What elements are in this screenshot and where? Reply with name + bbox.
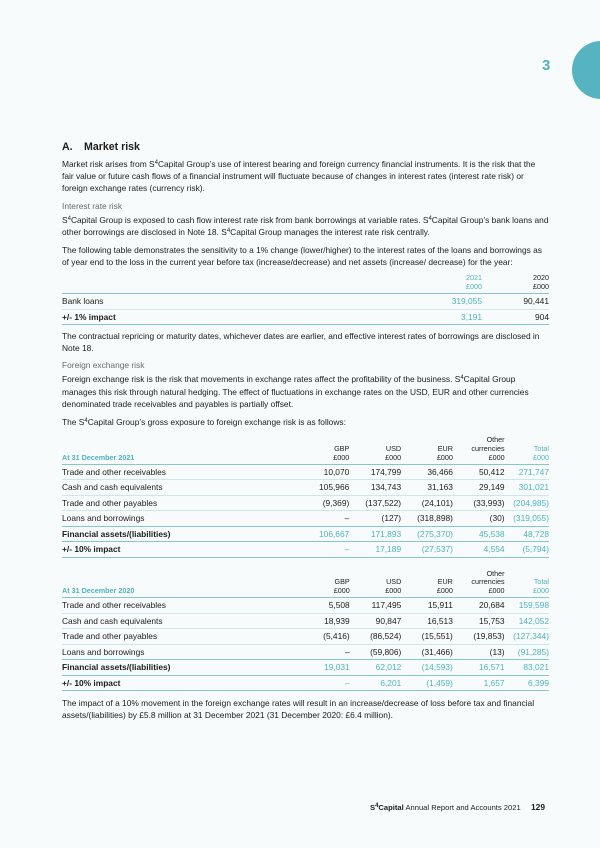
text: S <box>62 214 68 225</box>
text: Capital Group is exposed to cash flow interest rate risk from bank borrowings at variable rates. S <box>70 214 429 225</box>
text: Capital Group’s gross exposure to foreign exchange risk is as follows: <box>87 417 346 428</box>
heading-title: Market risk <box>84 141 140 153</box>
value-gbp: (9,369) <box>264 495 349 511</box>
fx-risk-para-2 <box>62 416 549 428</box>
table-row <box>62 644 549 660</box>
value-total: 6,399 <box>505 675 549 691</box>
value-2020: 90,441 <box>482 294 549 310</box>
col-total-header <box>505 570 549 598</box>
value-other: (33,993) <box>453 495 505 511</box>
row-label: Trade and other receivables <box>62 464 264 480</box>
text: Market risk arises from S <box>62 159 155 169</box>
interest-rate-para-2: The following table demonstrates the sensitivity to a 1% change (lower/higher) to the interest rates of the loans and borrowings as of year end to the loss in the current year before tax (increase/decrease) and net assets (increase/ decrease) for the year: <box>62 245 542 268</box>
value-total: 48,728 <box>505 526 549 542</box>
text: Capital Group manages the interest rate risk centrally. <box>230 226 430 237</box>
value-gbp: 10,070 <box>264 464 349 480</box>
row-label: Cash and cash equivalents <box>62 480 264 496</box>
value-eur: (1,459) <box>401 675 453 691</box>
value-gbp: 5,508 <box>265 598 350 614</box>
page-content <box>62 141 549 727</box>
row-label: Loans and borrowings <box>62 644 265 660</box>
blank-header <box>62 274 392 293</box>
interest-rate-para-1 <box>62 214 549 238</box>
value-other: 16,571 <box>453 660 505 676</box>
col-other-header <box>453 436 505 464</box>
table-row <box>62 598 549 614</box>
text: Foreign exchange risk is the risk that movements in exchange rates affect the profitability of the business. S <box>62 374 461 385</box>
col-usd-header <box>349 436 401 464</box>
value-total: (5,794) <box>505 542 549 558</box>
value-eur: (24,101) <box>401 495 453 511</box>
col-eur-header <box>401 570 453 598</box>
table-header-row <box>62 570 549 598</box>
value-usd: 117,495 <box>350 598 402 614</box>
row-label: Financial assets/(liabilities) <box>62 526 264 542</box>
fx-risk-para-3: The impact of a 10% movement in the foreign exchange rates will result in an increase/decrease of loss before tax and financial assets/(liabilities) by £5.8 million at 31 December 2021 (31 December 2020: £6.4 million). <box>62 698 535 721</box>
col-eur-header <box>401 436 453 464</box>
row-label: Trade and other payables <box>62 629 265 645</box>
value-gbp: – <box>264 542 349 558</box>
value-eur: (318,898) <box>401 511 453 527</box>
table-row <box>62 613 549 629</box>
fx-risk-para-1 <box>62 373 549 410</box>
value-other: 50,412 <box>453 464 505 480</box>
unit: £000 <box>533 452 549 462</box>
row-label: +/- 10% impact <box>62 542 264 558</box>
period-header: At 31 December 2020 <box>62 570 265 598</box>
table-row-subtotal <box>62 660 549 676</box>
total: Total <box>533 444 549 454</box>
interest-rate-para-3: The contractual repricing or maturity dates, whichever dates are earlier, and effective interest rates of borrowings are disclosed in Note 18. <box>62 331 540 354</box>
col-other-header <box>453 570 505 598</box>
value-other: (13) <box>453 644 505 660</box>
row-label: +/- 1% impact <box>62 309 392 325</box>
col-2021-header <box>392 274 482 293</box>
value-other: 45,538 <box>453 526 505 542</box>
page-number: 129 <box>531 802 545 812</box>
table-row <box>62 495 549 511</box>
table-row <box>62 629 549 645</box>
value-usd: (59,806) <box>350 644 402 660</box>
value-other: 4,554 <box>453 542 505 558</box>
currency: GBP <box>334 444 350 454</box>
unit: £000 <box>466 282 482 292</box>
table-row-subtotal <box>62 526 549 542</box>
table-row-impact <box>62 542 549 558</box>
superscript: 4 <box>460 375 464 382</box>
value-eur: 36,466 <box>401 464 453 480</box>
value-2020: 904 <box>482 309 549 325</box>
value-usd: 174,799 <box>349 464 401 480</box>
value-usd: 6,201 <box>350 675 402 691</box>
currency: Other <box>486 568 505 578</box>
row-label: Bank loans <box>62 294 392 310</box>
unit: £000 <box>436 452 453 462</box>
value-other: (19,853) <box>453 629 505 645</box>
table-row <box>62 464 549 480</box>
currency: USD <box>386 577 402 587</box>
unit: £000 <box>533 282 549 292</box>
text: S <box>370 803 376 812</box>
table-header-row <box>62 274 549 293</box>
table-row-impact <box>62 675 549 691</box>
unit: £000 <box>488 586 505 596</box>
market-risk-intro <box>62 158 549 195</box>
value-usd: 134,743 <box>349 480 401 496</box>
value-other: 20,684 <box>453 598 505 614</box>
value-2021: 319,055 <box>392 294 482 310</box>
text: Capital Group’s use of interest bearing and foreign currency financial instruments. It is the risk that the fair value or future cash flows of a financial instrument will fluctuate because of changes in interest rates (interest rate risk) or foreign exchange rates (currency risk). <box>62 159 536 194</box>
row-label: Trade and other payables <box>62 495 264 511</box>
value-other: (30) <box>453 511 505 527</box>
value-total: 159,598 <box>505 598 549 614</box>
col-gbp-header <box>265 570 350 598</box>
value-total: 271,747 <box>505 464 549 480</box>
fx-exposure-table-2021 <box>62 436 549 557</box>
col-usd-header <box>350 570 402 598</box>
col-gbp-header <box>264 436 349 464</box>
currency: currencies <box>471 577 505 587</box>
value-usd: (86,524) <box>350 629 402 645</box>
unit: £000 <box>488 452 505 462</box>
value-total: 83,021 <box>505 660 549 676</box>
value-eur: 15,911 <box>401 598 453 614</box>
superscript: 4 <box>154 160 158 166</box>
brand-logo <box>370 803 404 812</box>
heading-label: A. <box>62 141 73 153</box>
fx-risk-heading: Foreign exchange risk <box>62 360 145 371</box>
section-tab-marker <box>572 41 600 99</box>
value-other: 15,753 <box>453 613 505 629</box>
value-other: 1,657 <box>453 675 505 691</box>
value-gbp: 18,939 <box>265 613 350 629</box>
value-usd: (137,522) <box>349 495 401 511</box>
value-eur: (14,593) <box>401 660 453 676</box>
value-usd: 90,847 <box>350 613 402 629</box>
period-header: At 31 December 2021 <box>62 436 264 464</box>
value-total: (127,344) <box>505 629 549 645</box>
value-gbp: 106,667 <box>264 526 349 542</box>
value-total: (319,055) <box>505 511 549 527</box>
text: Capital Group manages this risk through natural hedging. The effect of fluctuations in exchange rates on the USD, EUR and other currencies denominated trade receivables and payables is partially offset. <box>62 374 529 409</box>
row-label: Loans and borrowings <box>62 511 264 527</box>
value-usd: (127) <box>349 511 401 527</box>
value-gbp: (5,416) <box>265 629 350 645</box>
row-label: Cash and cash equivalents <box>62 613 265 629</box>
value-total: 142,052 <box>505 613 549 629</box>
col-2020-header <box>482 274 549 293</box>
table-row <box>62 511 549 527</box>
value-eur: (15,551) <box>401 629 453 645</box>
unit: £000 <box>385 586 402 596</box>
value-total: (91,285) <box>505 644 549 660</box>
superscript: 4 <box>84 418 88 425</box>
value-gbp: 105,966 <box>264 480 349 496</box>
total: Total <box>533 577 549 587</box>
value-eur: (27,537) <box>401 542 453 558</box>
value-usd: 62,012 <box>350 660 402 676</box>
value-other: 29,149 <box>453 480 505 496</box>
unit: £000 <box>533 586 549 596</box>
row-label: Trade and other receivables <box>62 598 265 614</box>
fx-exposure-table-2020 <box>62 570 549 691</box>
value-gbp: 19,031 <box>265 660 350 676</box>
text: Capital <box>378 803 404 812</box>
unit: £000 <box>333 586 350 596</box>
value-eur: 16,513 <box>401 613 453 629</box>
value-2021: 3,191 <box>392 309 482 325</box>
value-total: 301,021 <box>505 480 549 496</box>
superscript: 4 <box>67 215 71 222</box>
value-eur: (31,466) <box>401 644 453 660</box>
text: Capital Group’s bank loans and other borrowings are disclosed in Note 18. S <box>62 214 549 237</box>
interest-rate-sensitivity-table <box>62 274 549 325</box>
currency: Other <box>486 435 505 445</box>
row-label: +/- 10% impact <box>62 675 265 691</box>
value-gbp: – <box>264 511 349 527</box>
currency: USD <box>385 444 402 454</box>
page-footer <box>370 803 521 812</box>
year: 2020 <box>533 273 549 283</box>
table-row <box>62 480 549 496</box>
unit: £000 <box>436 586 453 596</box>
currency: currencies <box>471 444 505 454</box>
table-row <box>62 294 549 310</box>
currency: EUR <box>437 444 453 454</box>
value-gbp: – <box>265 644 350 660</box>
value-gbp: – <box>265 675 350 691</box>
section-number: 3 <box>542 57 551 74</box>
value-usd: 171,893 <box>349 526 401 542</box>
currency: EUR <box>437 577 453 587</box>
table-row-impact <box>62 309 549 325</box>
interest-rate-heading: Interest rate risk <box>62 200 123 211</box>
unit: £000 <box>333 452 350 462</box>
currency: GBP <box>334 577 350 587</box>
superscript: 4 <box>375 803 379 809</box>
value-eur: 31,163 <box>401 480 453 496</box>
value-eur: (275,370) <box>401 526 453 542</box>
col-total-header <box>505 436 549 464</box>
table-header-row <box>62 436 549 464</box>
row-label: Financial assets/(liabilities) <box>62 660 265 676</box>
unit: £000 <box>385 452 402 462</box>
report-title: Annual Report and Accounts 2021 <box>403 803 521 812</box>
superscript: 4 <box>428 215 432 222</box>
year: 2021 <box>466 273 482 283</box>
superscript: 4 <box>226 227 231 234</box>
market-risk-heading <box>62 141 549 153</box>
text: The S <box>62 417 85 428</box>
value-usd: 17,189 <box>349 542 401 558</box>
value-total: (204,985) <box>505 495 549 511</box>
